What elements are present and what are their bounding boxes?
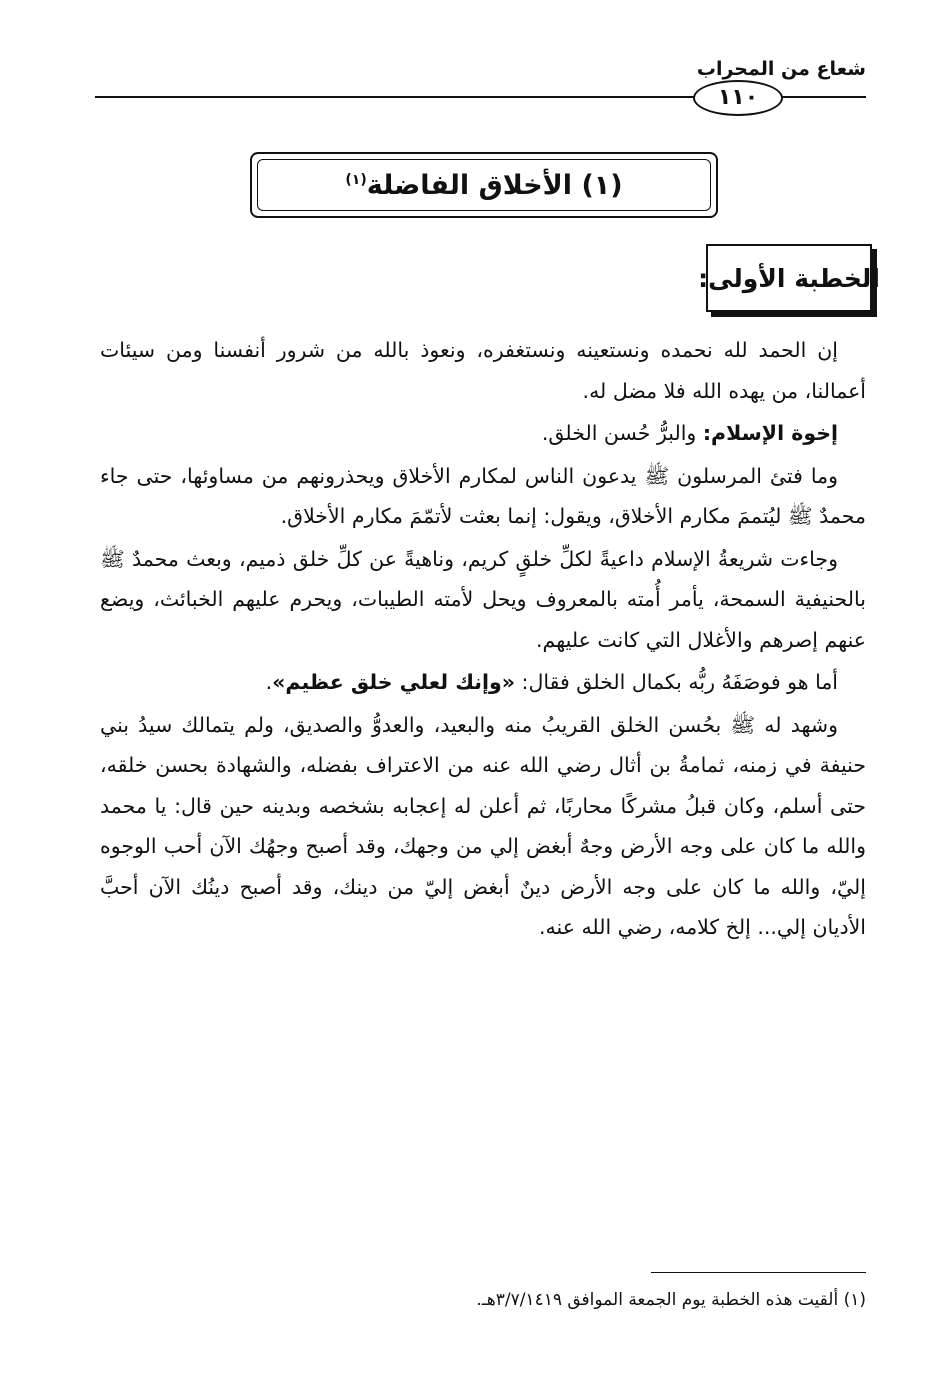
paragraph-opening: إن الحمد لله نحمده ونستعينه ونستغفره، ونعوذ بالله من شرور أنفسنا ومن سيئات أعمالنا، من يهده الله فلا مضل له. (100, 338, 866, 403)
chapter-title-text: (١) الأخلاق الفاضلة (366, 169, 623, 201)
section-title-frame (698, 244, 880, 312)
section-title: الخطبة الأولى: (698, 263, 880, 293)
sermon-body (100, 330, 866, 950)
page-number: ١١٠ (693, 80, 783, 116)
paragraph-end: . (265, 670, 273, 694)
page-header (95, 58, 866, 120)
chapter-title-frame (250, 152, 718, 218)
running-title: شعاع من المحراب (696, 58, 866, 80)
paragraph-text: أما هو فوصَفَهُ ربُّه بكمال الخلق فقال: (521, 670, 838, 694)
paragraph-sharia: وجاءت شريعةُ الإسلام داعيةً لكلِّ خلقٍ كريم، وناهيةً عن كلِّ خلق ذميم، وبعث محمدٌ ﷺ بالحنيفية السمحة، يأمر أُمته بالمعروف ويحل لأمته الطيبات، ويحرم عليهم الخبائث، ويضع عنهم إصرهم والأغلال التي كانت عليهم. (100, 546, 866, 652)
footnote-rule (651, 1272, 866, 1273)
paragraph-lead: إخوة الإسلام: (702, 421, 838, 445)
chapter-footnote-marker: (١) (345, 171, 367, 188)
chapter-title (345, 170, 622, 201)
paragraph-brotherhood (100, 413, 866, 454)
paragraph-text: والبرُّ حُسن الخلق. (541, 421, 697, 445)
quran-quote: «وإنك لعلي خلق عظيم» (272, 670, 515, 694)
paragraph-quran-praise (100, 662, 866, 703)
paragraph-messengers: وما فتئ المرسلون ﷺ يدعون الناس لمكارم الأخلاق ويحذرونهم من مساوئها، حتى جاء محمدٌ ﷺ ليُتممَ مكارم الأخلاق، ويقول: إنما بعثت لأتمّمَ مكارم الأخلاق. (100, 463, 866, 528)
paragraph-thumama: وشهد له ﷺ بحُسن الخلق القريبُ منه والبعيد، والعدوُّ والصديق، ولم يتمالك سيدُ بني حنيفة في زمنه، ثمامةُ بن أثال رضي الله عنه من الاعتراف بفضله، والشهادة بحسن خلقه، حتى أسلم، وكان قبلُ مشركًا محاربًا، ثم أعلن له إعجابه بشخصه وبدينه حين قال: يا محمد والله ما كان على وجه الأرض وجهٌ أبغض إلي من وجهك، وقد أصبح وجهُك الآن أحب الوجوه إليّ، والله ما كان على وجه الأرض دينٌ أبغض إليّ من دينك، وقد أصبح دينُك الآن أحبَّ الأديان إلي... إلخ كلامه، رضي الله عنه. (100, 712, 866, 939)
footnote: (١) ألقيت هذه الخطبة يوم الجمعة الموافق ٣/٧/١٤١٩هـ. (476, 1290, 866, 1310)
